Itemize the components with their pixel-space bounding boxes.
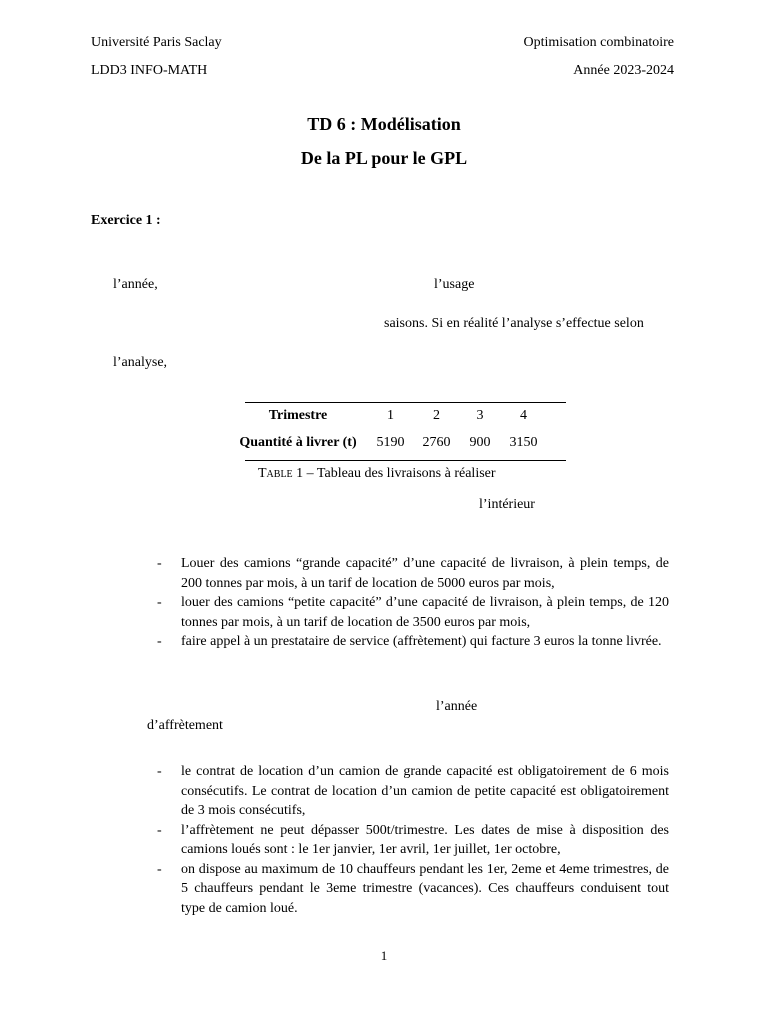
- text-fragment: l’analyse,: [113, 355, 168, 370]
- list-item: [157, 632, 669, 652]
- list-item: [157, 554, 669, 593]
- options-list: [157, 554, 669, 652]
- text-fragment: l’intérieur: [479, 497, 535, 512]
- list-dash: -: [157, 556, 162, 571]
- table-cell: 2: [433, 408, 440, 423]
- text-fragment: saisons. Si en réalité l’analyse s’effectue selon: [384, 316, 644, 331]
- table-row: [228, 429, 547, 456]
- table-caption-text: 1 – Tableau des livraisons à réaliser: [292, 466, 496, 481]
- table-row-header: Quantité à livrer (t): [239, 435, 357, 450]
- table-cell: 1: [387, 408, 394, 423]
- list-item: [157, 593, 669, 632]
- list-dash: -: [157, 764, 162, 779]
- table-caption-prefix: Table: [258, 466, 293, 481]
- list-item-text: Louer des camions “grande capacité” d’une capacité de livraison, à plein temps, de 200 tonnes par mois, à un tarif de location de 5000 euros par mois,: [181, 556, 669, 591]
- exercise-label: Exercice 1 :: [91, 213, 161, 228]
- header-university: Université Paris Saclay: [91, 35, 222, 50]
- list-dash: -: [157, 634, 162, 649]
- table-cell: 3150: [509, 435, 538, 450]
- list-item: [157, 762, 669, 821]
- list-item-text: on dispose au maximum de 10 chauffeurs pendant les 1er, 2eme et 4eme trimestres, de 5 chauffeurs pendant le 3eme trimestre (vacances). Ces chauffeurs conduisent tout type de camion loué.: [181, 861, 669, 916]
- table-cell: 4: [520, 408, 527, 423]
- table-cell: 3: [476, 408, 484, 423]
- deliveries-table: [228, 402, 547, 456]
- list-item-text: l’affrètement ne peut dépasser 500t/trimestre. Les dates de mise à disposition des camions loués sont : le 1er janvier, 1er avril, 1er juillet, 1er octobre,: [181, 822, 669, 857]
- document-subtitle: De la PL pour le GPL: [300, 148, 468, 168]
- table-cell: 2760: [422, 435, 451, 450]
- constraints-list: [157, 762, 669, 918]
- document-title: TD 6 : Modélisation: [307, 114, 461, 134]
- list-item-text: le contrat de location d’un camion de grande capacité est obligatoirement de 6 mois consécutifs. Le contrat de location d’un camion de petite capacité est obligatoirement de 3 mois consécutifs,: [181, 764, 669, 818]
- text-fragment: d’affrètement: [147, 718, 223, 733]
- page-number: 1: [380, 948, 388, 963]
- table-cell: 5190: [376, 435, 405, 450]
- list-item: [157, 821, 669, 860]
- header-program: LDD3 INFO-MATH: [91, 63, 208, 78]
- table-cell: 900: [469, 435, 491, 450]
- table-row: [228, 402, 547, 429]
- text-fragment: l’usage: [434, 277, 475, 292]
- list-item-text: louer des camions “petite capacité” d’une capacité de livraison, à plein temps, de 120 tonnes par mois, à un tarif de location de 3500 euros par mois,: [181, 595, 669, 630]
- list-dash: -: [157, 861, 162, 877]
- text-fragment: l’année,: [113, 277, 158, 292]
- list-dash: -: [157, 822, 162, 838]
- table-bottom-rule: [245, 460, 566, 461]
- header-year: Année 2023-2024: [573, 63, 674, 78]
- list-dash: -: [157, 595, 162, 610]
- table-caption: [258, 465, 496, 483]
- text-fragment: l’année: [436, 699, 478, 714]
- table-row-header: Trimestre: [268, 408, 328, 423]
- list-item: [157, 860, 669, 919]
- header-course: Optimisation combinatoire: [523, 35, 674, 50]
- list-item-text: faire appel à un prestataire de service (affrètement) qui facture 3 euros la tonne livrée.: [181, 634, 662, 649]
